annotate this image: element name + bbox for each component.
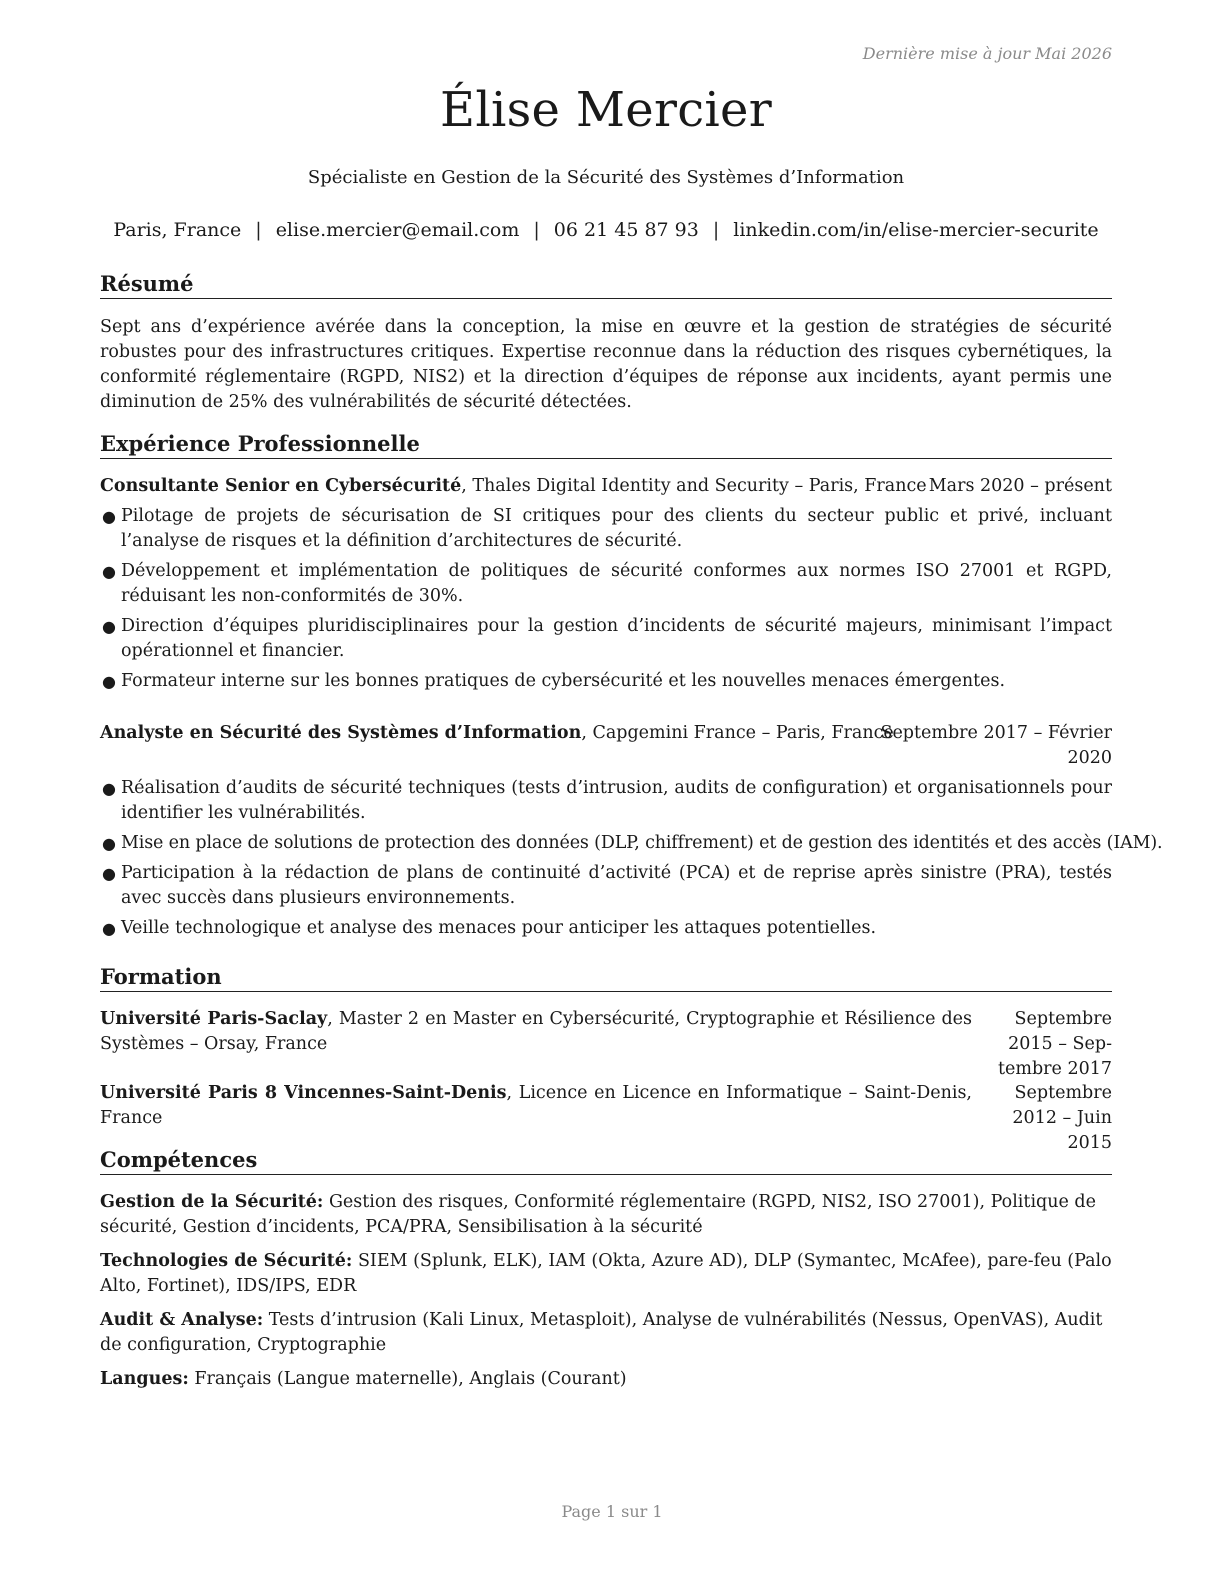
- contact-separator: |: [255, 219, 262, 241]
- summary-text: Sept ans d’expérience avérée dans la conception, la mise en œuvre et la gestion de stratégies de sécurité robustes pour des infrastructures critiques. Expertise reconnue dans la réduction des risques cybernétiques, la conformité réglementaire (RGPD, NIS2) et la direction d’équipes de réponse aux incidents, ayant permis une diminution de 25% des vulnérabilités de sécurité détectées.: [100, 317, 1112, 412]
- skill-value: Tests d’intrusion (Kali Linux, Metasploit), Analyse de vulnérabilités (Nessus, OpenVAS), Audit de configuration, Cryptographie: [100, 1310, 1103, 1355]
- skill-item: [100, 1249, 1112, 1299]
- job-dates-line: 2020: [1067, 748, 1112, 768]
- bullet-text: Direction d’équipes pluridisciplinaires pour la gestion d’incidents de sécurité majeurs, minimisant l’impact opérationnel et financier.: [121, 616, 1112, 661]
- bullet-icon: ●: [102, 919, 116, 938]
- education-dates-line: tembre 2017: [997, 1059, 1112, 1079]
- bullet-icon: ●: [102, 672, 116, 691]
- education-entry: [100, 1081, 1112, 1153]
- bullet-icon: ●: [102, 834, 116, 853]
- list-item: [100, 831, 1163, 856]
- education-school: Université Paris 8 Vincennes-Saint-Denis: [100, 1083, 507, 1103]
- education-detail: [100, 1081, 972, 1131]
- page-number: Page 1 sur 1: [561, 1502, 663, 1521]
- list-item: [100, 504, 1112, 554]
- contact-email[interactable]: elise.mercier@email.com: [275, 219, 520, 241]
- job-dates: Mars 2020 – présent: [928, 476, 1112, 496]
- education-dates: [972, 1081, 1112, 1156]
- contact-separator: |: [712, 219, 720, 241]
- bullet-text: Réalisation d’audits de sécurité techniques (tests d’intrusion, audits de configuration) et organisationnels pour identifier les vulnérabilités.: [121, 778, 1112, 823]
- contact-separator: |: [533, 219, 540, 241]
- section-heading-education: Formation: [100, 964, 1112, 992]
- section-heading-experience: Expérience Professionnelle: [100, 431, 1112, 459]
- list-item: [100, 559, 1112, 609]
- contact-location: Paris, France: [113, 219, 242, 241]
- contact-line: [100, 219, 1112, 241]
- list-item: [100, 916, 1112, 941]
- bullet-icon: ●: [102, 562, 116, 581]
- education-dates: [972, 1007, 1112, 1082]
- job-company: , Capgemini France – Paris, France: [581, 723, 894, 743]
- education-dates-line: 2015: [1067, 1133, 1112, 1153]
- list-item: [100, 669, 1112, 694]
- bullet-text: Veille technologique et analyse des menaces pour anticiper les attaques potentielles.: [121, 918, 877, 938]
- job-dates-line: Septembre 2017 – Février: [880, 723, 1112, 743]
- list-item: [100, 614, 1112, 664]
- bullet-icon: ●: [102, 617, 116, 636]
- job-dates: [880, 721, 1112, 771]
- skill-value: Français (Langue maternelle), Anglais (Courant): [188, 1369, 627, 1389]
- skill-value: SIEM (Splunk, ELK), IAM (Okta, Azure AD), DLP (Symantec, McAfee), pare-feu (Palo Alto, Fortinet), IDS/IPS, EDR: [100, 1251, 1112, 1296]
- candidate-name: Élise Mercier: [439, 82, 773, 138]
- job-bullet-list: [100, 776, 1163, 946]
- education-entry: [100, 1007, 1112, 1079]
- skill-value: Gestion des risques, Conformité réglementaire (RGPD, NIS2, ISO 27001), Politique de sécurité, Gestion d’incidents, PCA/PRA, Sensibilisation à la sécurité: [100, 1192, 1096, 1237]
- education-detail: [100, 1007, 972, 1057]
- job-bullet-list: [100, 504, 1112, 699]
- job-entry-header: [100, 721, 1112, 771]
- list-item: [100, 861, 1112, 911]
- education-school: Université Paris-Saclay: [100, 1009, 328, 1029]
- section-heading-summary: Résumé: [100, 271, 1112, 299]
- contact-linkedin[interactable]: linkedin.com/in/elise-mercier-securite: [733, 219, 1099, 241]
- job-role: Analyste en Sécurité des Systèmes d’Information: [100, 723, 582, 743]
- candidate-title: Spécialiste en Gestion de la Sécurité des Systèmes d’Information: [307, 167, 905, 188]
- education-program: , Licence en Licence en Informatique – Saint-Denis, France: [100, 1083, 972, 1128]
- education-dates-line: Septembre 2015 – Sep-: [1008, 1009, 1112, 1054]
- bullet-icon: ●: [102, 779, 116, 798]
- skill-item: [100, 1367, 1112, 1392]
- skill-label: Technologies de Sécurité:: [100, 1251, 353, 1271]
- job-title-line: [100, 721, 894, 746]
- resume-page: [100, 0, 1163, 1584]
- skill-item: [100, 1308, 1112, 1358]
- job-company: , Thales Digital Identity and Security – Paris, France: [461, 476, 927, 496]
- bullet-text: Mise en place de solutions de protection des données (DLP, chiffrement) et de gestion des identités et des accès (IAM).: [121, 833, 1163, 853]
- job-role: Consultante Senior en Cybersécurité: [100, 476, 462, 496]
- section-heading-skills: Compétences: [100, 1147, 1112, 1175]
- list-item: [100, 776, 1112, 826]
- job-entry-header: [100, 474, 1112, 499]
- bullet-text: Développement et implémentation de politiques de sécurité conformes aux normes ISO 27001 et RGPD, réduisant les non-conformités de 30%.: [121, 561, 1112, 606]
- skill-label: Audit & Analyse:: [100, 1310, 264, 1330]
- job-title-line: [100, 474, 927, 499]
- bullet-text: Participation à la rédaction de plans de continuité d’activité (PCA) et de reprise après sinistre (PRA), testés avec succès dans plusieurs environnements.: [121, 863, 1112, 908]
- skill-item: [100, 1190, 1112, 1240]
- education-dates-line: Septembre 2012 – Juin: [1012, 1083, 1112, 1128]
- bullet-text: Formateur interne sur les bonnes pratiques de cybersécurité et les nouvelles menaces émergentes.: [121, 671, 1006, 691]
- bullet-icon: ●: [102, 864, 116, 883]
- skill-label: Gestion de la Sécurité:: [100, 1192, 324, 1212]
- last-updated: Dernière mise à jour Mai 2026: [862, 44, 1112, 63]
- contact-phone: 06 21 45 87 93: [553, 219, 699, 241]
- bullet-text: Pilotage de projets de sécurisation de SI critiques pour des clients du secteur public et privé, incluant l’analyse de risques et la définition d’architectures de sécurité.: [121, 506, 1112, 551]
- education-program: , Master 2 en Master en Cybersécurité, Cryptographie et Résilience des Systèmes – Orsay, France: [100, 1009, 972, 1054]
- bullet-icon: ●: [102, 507, 116, 526]
- skill-label: Langues:: [100, 1369, 189, 1389]
